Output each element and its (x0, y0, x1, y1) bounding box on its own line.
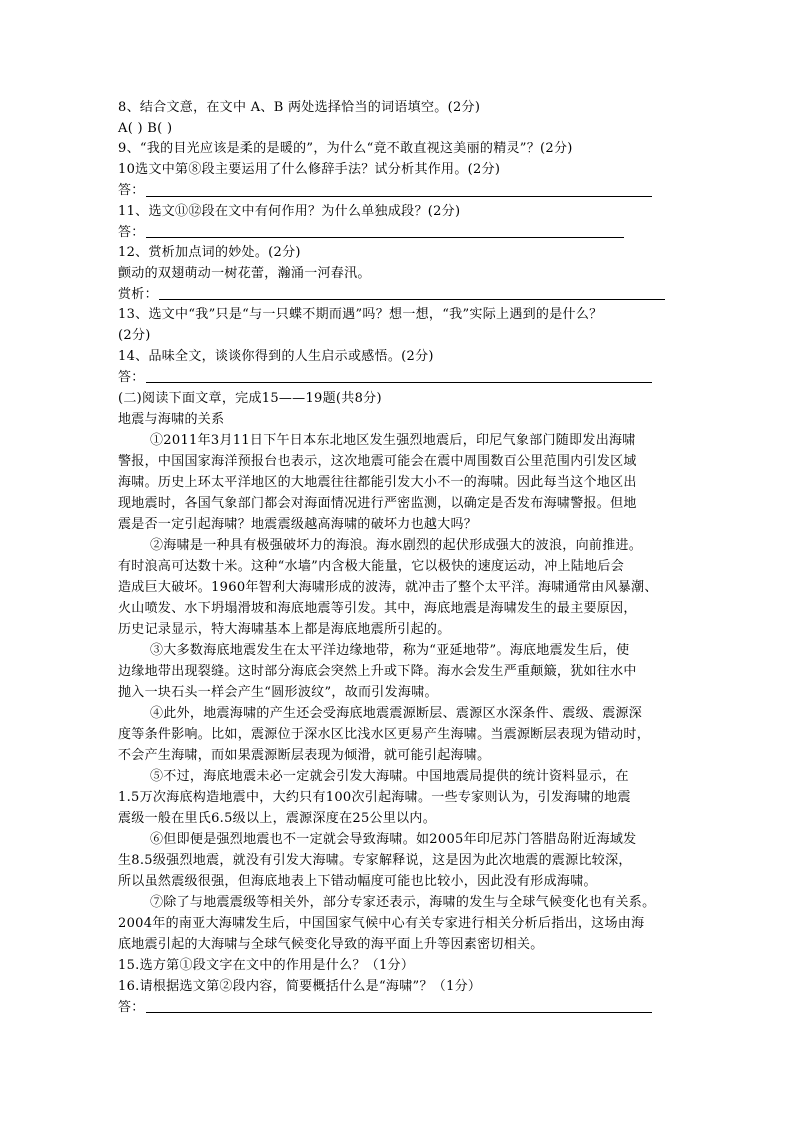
section-2-heading: (二)阅读下面文章，完成15——19题(共8分) (118, 391, 382, 406)
article-line: 生8.5级强烈地震，就没有引发大海啸。专家解释说，这是因为此次地震的震源比较深， (118, 853, 632, 868)
article-line: 海啸。历史上环太平洋地区的大地震往往都能引发大小不一的海啸。因此每当这个地区出 (118, 475, 637, 490)
article-line: 历史记录显示，特大海啸基本上都是海底地震所引起的。 (118, 622, 451, 637)
question-12-text: 颤动的双翅萌动一树花蕾，瀚涌一河春汛。 (118, 266, 371, 281)
question-11: 11、选文⑪⑫段在文中有何作用？为什么单独成段？(2分) (118, 204, 461, 219)
question-9: 9、“我的目光应该是柔的是暖的”，为什么“竟不敢直视这美丽的精灵”？(2分) (118, 141, 573, 156)
question-13: 13、选文中“我”只是“与一只蝶不期而遇”吗？想一想，“我”实际上遇到的是什么？ (118, 307, 603, 322)
question-12: 12、赏析加点词的妙处。(2分) (118, 245, 301, 260)
appreciation-line[interactable] (159, 299, 665, 300)
answer-label-11: 答： (118, 225, 145, 240)
article-line: 不会产生海啸，而如果震源断层表现为倾滑，就可能引起海啸。 (118, 748, 491, 763)
article-line: 有时浪高可达数十米。这种“水墙”内含极大能量，它以极快的速度运动，冲上陆地后会 (118, 559, 624, 574)
question-16: 16.请根据选文第②段内容，简要概括什么是“海啸”？（1分） (118, 979, 482, 994)
question-15: 15.选方第①段文字在文中的作用是什么？（1分） (118, 958, 415, 973)
article-line: 火山喷发、水下坍塌滑坡和海底地震等引发。其中，海底地震是海啸发生的最主要原因， (118, 601, 637, 616)
answer-label-14: 答： (118, 370, 145, 385)
article-line: 边缘地带出现裂缝。这时部分海底会突然上升或下降。海水会发生严重颠簸，犹如往水中 (118, 664, 637, 679)
article-line: 震是否一定引起海啸？地震震级越高海啸的破坏力也越大吗？ (118, 517, 478, 532)
article-line: ⑤不过，海底地震未必一定就会引发大海啸。中国地震局提供的统计资料显示，在 (150, 769, 629, 784)
answer-line-14[interactable] (146, 382, 652, 383)
article-line: 抛入一块石头一样会产生“圆形波纹”，故而引发海啸。 (118, 685, 438, 700)
answer-label-10: 答： (118, 183, 145, 198)
answer-label-16: 答： (118, 1000, 145, 1015)
article-title: 地震与海啸的关系 (118, 412, 225, 427)
article-line: 警报，中国国家海洋预报台也表示，这次地震可能会在震中周围数百公里范围内引发区域 (118, 454, 637, 469)
answer-line-16[interactable] (146, 1012, 652, 1013)
answer-line-11[interactable] (146, 237, 624, 238)
article-line: ⑦除了与地震震级等相关外，部分专家还表示，海啸的发生与全球气候变化也有关系。 (150, 895, 656, 910)
question-13-points: (2分) (118, 328, 151, 343)
question-10: 10选文中第⑧段主要运用了什么修辞手法？试分析其作用。(2分) (118, 162, 501, 177)
article-line: 度等条件影响。比如，震源位于深水区比浅水区更易产生海啸。当震源断层表现为错动时， (118, 727, 651, 742)
appreciation-label: 赏析： (118, 287, 158, 302)
article-line: 1.5万次海底构造地震中，大约只有100次引起海啸。一些专家则认为，引发海啸的地震 (118, 790, 631, 805)
answer-line-10[interactable] (146, 196, 652, 197)
article-line: ①2011年3月11日下午日本东北地区发生强烈地震后，印尼气象部门随即发出海啸 (150, 433, 636, 448)
article-line: ④此外，地震海啸的产生还会受海底地震震源断层、震源区水深条件、震级、震源深 (150, 706, 643, 721)
article-line: 底地震引起的大海啸与全球气候变化导致的海平面上升等因素密切相关。 (118, 937, 544, 952)
article-line: 现地震时，各国气象部门都会对海面情况进行严密监测，以确定是否发布海啸警报。但地 (118, 496, 637, 511)
question-8: 8、结合文意，在文中 A、B 两处选择恰当的词语填空。(2分) (118, 100, 481, 115)
question-8-blanks: A( ) B( ) (118, 121, 173, 136)
article-line: 所以虽然震级很强，但海底地表上下错动幅度可能也比较小，因此没有形成海啸。 (118, 874, 597, 889)
article-line: ③大多数海底地震发生在太平洋边缘地带，称为“亚延地带”。海底地震发生后，使 (150, 643, 630, 658)
question-14: 14、品味全文，谈谈你得到的人生启示或感悟。(2分) (118, 349, 434, 364)
article-line: 造成巨大破坏。1960年智利大海啸形成的波涛，就冲击了整个太平洋。海啸通常由风暴潮、 (118, 580, 658, 595)
article-line: 2004年的南亚大海啸发生后，中国国家气候中心有关专家进行相关分析后指出，这场由海 (118, 916, 645, 931)
article-line: 震级一般在里氏6.5级以上，震源深度在25公里以内。 (118, 811, 437, 826)
article-line: ②海啸是一种具有极强破坏力的海浪。海水剧烈的起伏形成强大的波浪，向前推进。 (150, 538, 643, 553)
article-line: ⑥但即便是强烈地震也不一定就会导致海啸。如2005年印尼苏门答腊岛附近海域发 (150, 832, 637, 847)
